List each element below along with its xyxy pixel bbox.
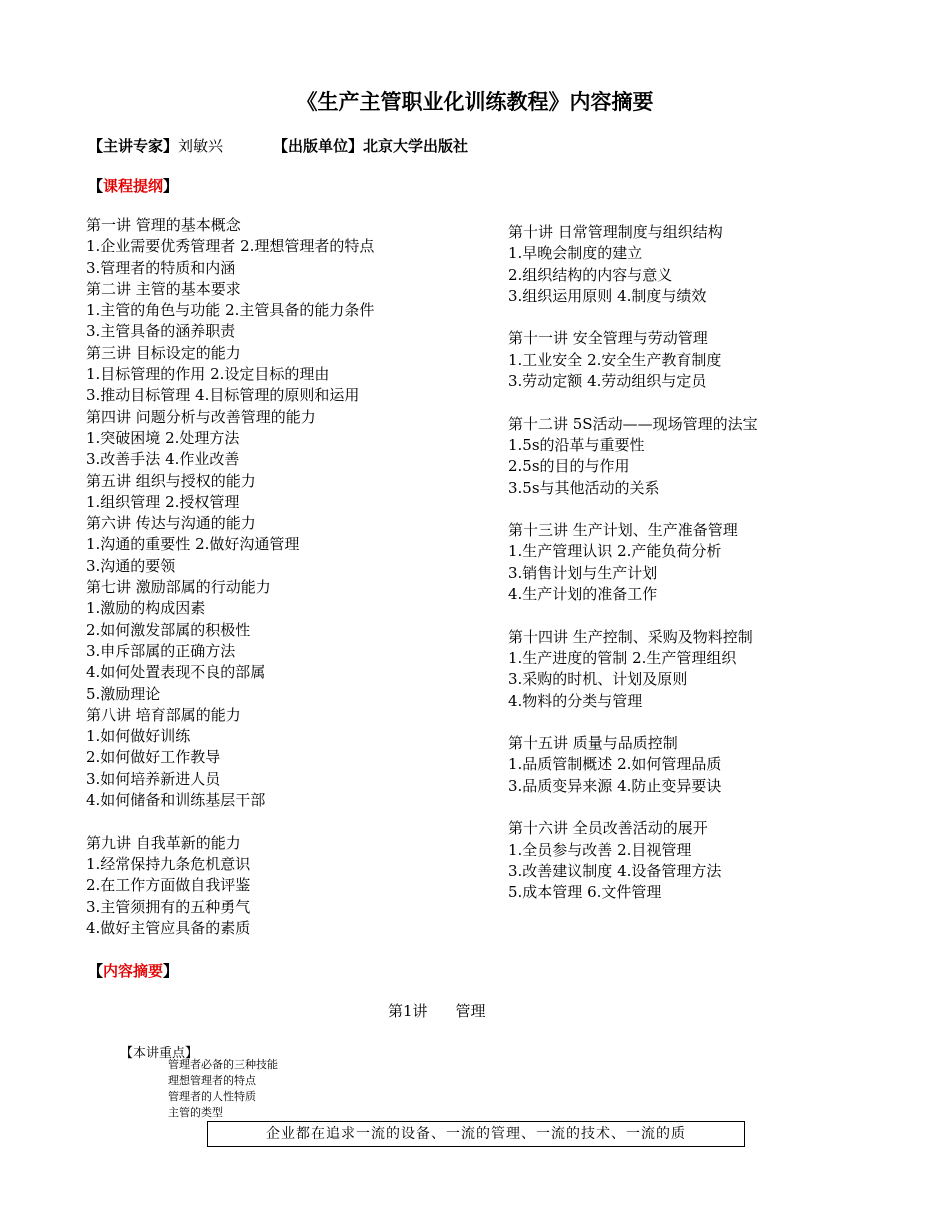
outline-right-line: 3.品质变异来源 4.防止变异要诀: [508, 776, 722, 795]
outline-left-line: 3.如何培养新进人员: [86, 769, 221, 788]
outline-left-line: 第九讲 自我革新的能力: [86, 833, 241, 852]
outline-heading: 【课程提纲】: [88, 177, 179, 195]
outline-right-line: 3.销售计划与生产计划: [508, 563, 658, 582]
outline-right-line: 3.组织运用原则 4.制度与绩效: [508, 286, 707, 305]
outline-left-line: 1.主管的角色与功能 2.主管具备的能力条件: [86, 301, 375, 320]
outline-heading-text: 课程提纲: [103, 177, 164, 195]
expert-label: 【主讲专家】: [88, 137, 179, 155]
document-title: 《生产主管职业化训练教程》内容摘要: [296, 90, 654, 114]
outline-right-line: 1.生产管理认识 2.产能负荷分析: [508, 542, 722, 561]
outline-right-line: 3.采购的时机、计划及原则: [508, 670, 688, 689]
outline-left-line: 1.企业需要优秀管理者 2.理想管理者的特点: [86, 237, 375, 256]
outline-right-line: 4.物料的分类与管理: [508, 691, 643, 710]
outline-right-spacer: [508, 712, 848, 733]
outline-left-line: 1.突破困境 2.处理方法: [86, 428, 240, 447]
outline-left-line: 2.如何激发部属的积极性: [86, 620, 251, 639]
outline-left-line: 3.主管须拥有的五种勇气: [86, 897, 251, 916]
outline-left-line: 1.如何做好训练: [86, 727, 191, 746]
outline-left-line: 第二讲 主管的基本要求: [86, 279, 241, 298]
outline-left-line: 3.推动目标管理 4.目标管理的原则和运用: [86, 386, 360, 405]
outline-left-line: 3.管理者的特质和内涵: [86, 258, 236, 277]
outline-left-line: 1.沟通的重要性 2.做好沟通管理: [86, 535, 300, 554]
outline-right-line: 第十六讲 全员改善活动的展开: [508, 819, 708, 838]
outline-left-line: 1.经常保持九条危机意识: [86, 854, 251, 873]
outline-left-line: 2.在工作方面做自我评鉴: [86, 876, 251, 895]
outline-right-spacer: [508, 392, 848, 413]
outline-right-line: 3.5s与其他活动的关系: [508, 478, 660, 497]
expert-value: 刘敏兴: [178, 137, 224, 155]
outline-right-line: 2.组织结构的内容与意义: [508, 265, 673, 284]
outline-right-line: 1.早晚会制度的建立: [508, 244, 643, 263]
outline-right-line: 1.品质管制概述 2.如何管理品质: [508, 755, 722, 774]
outline-right-line: 第十三讲 生产计划、生产准备管理: [508, 521, 738, 540]
summary-heading: 【内容摘要】: [88, 962, 179, 980]
outline-left-line: 4.做好主管应具备的素质: [86, 918, 251, 937]
document-meta: [88, 135, 468, 156]
summary-heading-text: 内容摘要: [103, 962, 164, 980]
outline-left-line: 第七讲 激励部属的行动能力: [86, 578, 271, 597]
outline-left-line: 1.激励的构成因素: [86, 599, 206, 618]
key-points-list: [168, 1057, 278, 1121]
outline-left-spacer: [86, 811, 496, 832]
lecture-1-title: [388, 1000, 486, 1021]
outline-left-line: 2.如何做好工作教导: [86, 748, 221, 767]
outline-left-line: 第三讲 目标设定的能力: [86, 343, 241, 362]
outline-right-spacer: [508, 307, 848, 328]
outline-left-line: 3.沟通的要领: [86, 556, 176, 575]
outline-left-line: 第六讲 传达与沟通的能力: [86, 514, 256, 533]
outline-right-line: 1.工业安全 2.安全生产教育制度: [508, 350, 722, 369]
boxed-quote: 企业都在追求一流的设备、一流的管理、一流的技术、一流的质: [207, 1121, 745, 1147]
outline-left-line: 第一讲 管理的基本概念: [86, 216, 241, 234]
outline-left-line: 3.改善手法 4.作业改善: [86, 450, 240, 469]
outline-left-line: 3.主管具备的涵养职责: [86, 322, 236, 341]
outline-right-line: 2.5s的目的与作用: [508, 457, 630, 476]
publisher-label: 【出版单位】北京大学出版社: [273, 137, 469, 155]
outline-left-line: 第四讲 问题分析与改善管理的能力: [86, 407, 316, 426]
outline-left-column: [86, 215, 496, 939]
key-point-line: 主管的类型: [168, 1106, 223, 1119]
outline-right-line: 第十二讲 5S活动——现场管理的法宝: [508, 414, 758, 433]
outline-right-line: 1.生产进度的管制 2.生产管理组织: [508, 648, 737, 667]
lecture-number: 第1讲: [388, 1002, 428, 1020]
outline-left-line: 1.组织管理 2.授权管理: [86, 492, 240, 511]
outline-right-line: 第十四讲 生产控制、采购及物料控制: [508, 627, 753, 646]
outline-left-line: 4.如何处置表现不良的部属: [86, 663, 266, 682]
key-point-line: 管理者的人性特质: [168, 1090, 256, 1103]
outline-left-line: 第八讲 培育部属的能力: [86, 705, 241, 724]
outline-right-line: 5.成本管理 6.文件管理: [508, 883, 662, 902]
outline-right-column: [508, 222, 848, 904]
key-point-line: 管理者必备的三种技能: [168, 1058, 278, 1071]
outline-right-line: 4.生产计划的准备工作: [508, 585, 658, 604]
outline-left-line: 5.激励理论: [86, 684, 161, 703]
outline-right-line: 3.劳动定额 4.劳动组织与定员: [508, 372, 707, 391]
outline-left-line: 第五讲 组织与授权的能力: [86, 471, 256, 490]
outline-left-line: 1.目标管理的作用 2.设定目标的理由: [86, 365, 330, 384]
key-point-line: 理想管理者的特点: [168, 1074, 256, 1087]
outline-right-line: 3.改善建议制度 4.设备管理方法: [508, 861, 722, 880]
key-points-heading: 【本讲重点】: [120, 1046, 199, 1061]
outline-right-line: 1.全员参与改善 2.目视管理: [508, 840, 692, 859]
outline-right-line: 第十讲 日常管理制度与组织结构: [508, 223, 723, 241]
outline-right-spacer: [508, 605, 848, 626]
outline-right-line: 第十五讲 质量与品质控制: [508, 734, 678, 753]
lecture-title-fragment: 管理: [455, 1002, 486, 1020]
outline-right-line: 1.5s的沿革与重要性: [508, 435, 645, 454]
outline-right-spacer: [508, 499, 848, 520]
outline-left-line: 3.申斥部属的正确方法: [86, 641, 236, 660]
outline-right-spacer: [508, 797, 848, 818]
outline-left-line: 4.如何储备和训练基层干部: [86, 791, 266, 810]
outline-right-line: 第十一讲 安全管理与劳动管理: [508, 329, 708, 348]
